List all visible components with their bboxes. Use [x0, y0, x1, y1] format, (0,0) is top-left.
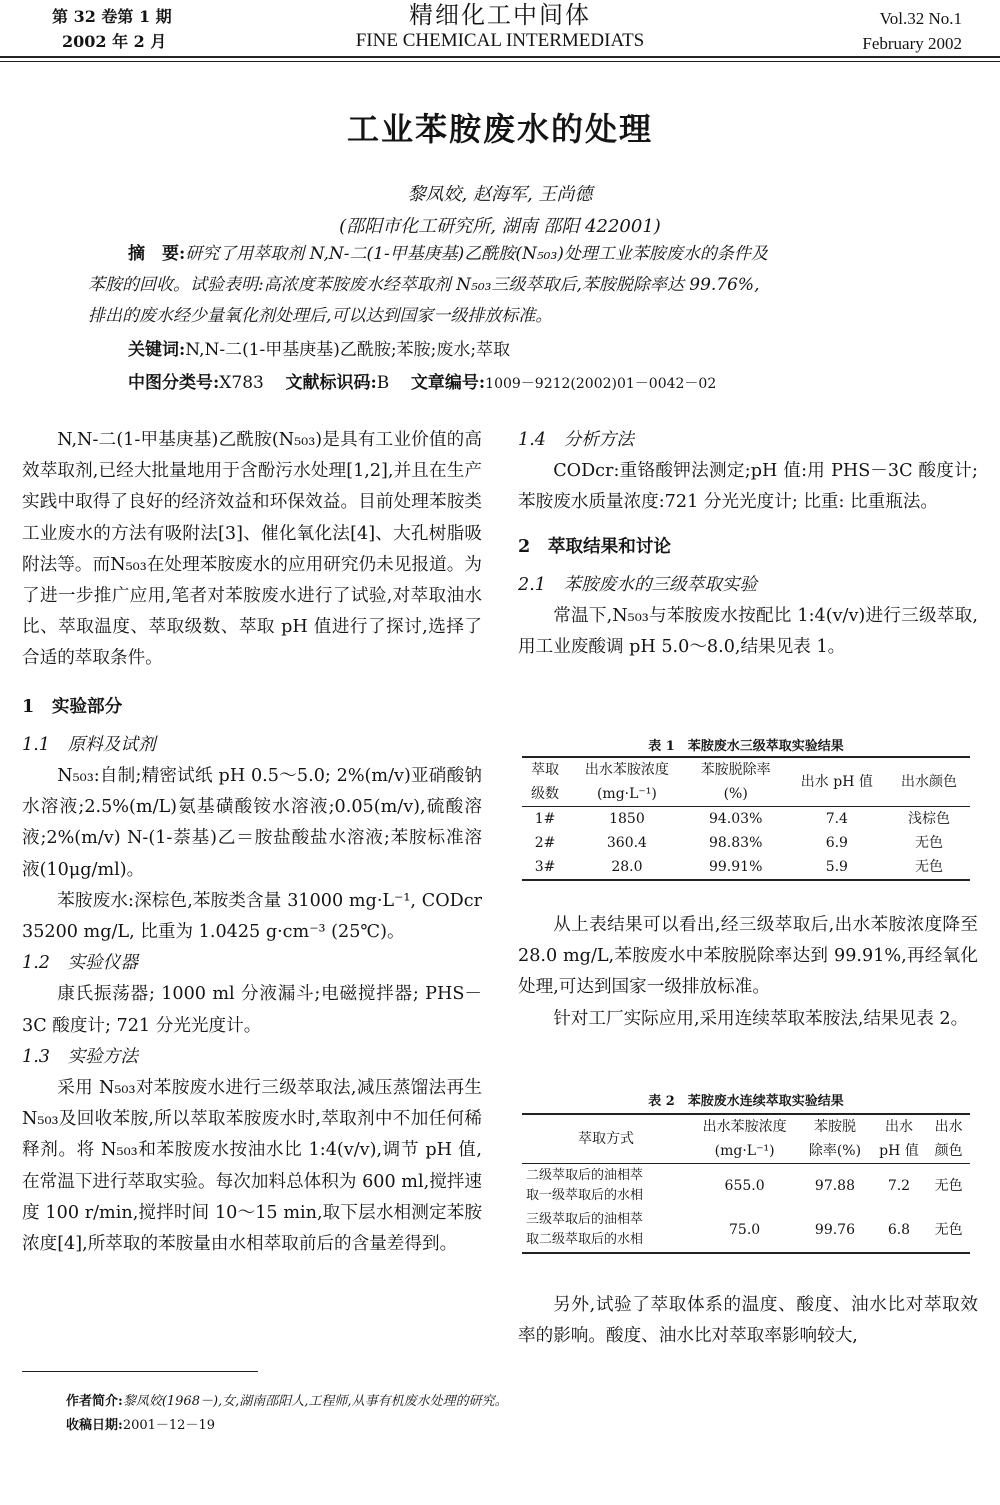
running-header-right [862, 6, 962, 56]
received-text: 2001－12－19 [122, 1418, 215, 1433]
date-cn: 2002 年 2 月 [62, 32, 167, 51]
keywords [128, 335, 510, 365]
t2-cell: 无色 [934, 1222, 963, 1238]
t1-h-conc-a: 出水苯胺浓度 [584, 762, 669, 778]
table-row [522, 1208, 970, 1253]
volume-issue-en: Vol.32 No.1 [879, 9, 962, 28]
t2-method-line: 二级萃取后的油相萃 [526, 1168, 644, 1183]
t1-h-rate-a: 苯胺脱除率 [700, 762, 771, 778]
t1-cell: 98.83% [708, 835, 763, 851]
t2-h-color-b: 颜色 [934, 1143, 963, 1159]
table-row [522, 855, 970, 880]
t1-cell: 3# [534, 859, 556, 875]
table-1-discussion: 从上表结果可以看出,经三级萃取后,出水苯胺浓度降至 28.0 mg/L,苯胺废水中苯胺脱除率达到 99.91%,再经氧化处理,可达到国家一级排放标准。 [518, 915, 978, 998]
section-2-1-text: 常温下,N₅₀₃与苯胺废水按配比 1:4(v/v)进行三级萃取,用工业废酸调 pH 5.0～8.0,结果见表 1。 [518, 606, 978, 658]
t2-cell: 6.8 [887, 1222, 911, 1238]
section-1-1-text-b: 苯胺废水:深棕色,苯胺类含量 31000 mg·L⁻¹, CODcr 35200 mg/L, 比重为 1.0425 g·cm⁻³ (25℃)。 [22, 890, 482, 943]
section-2-heading: 2 萃取结果和讨论 [518, 535, 671, 557]
t2-h-rate-a: 苯胺脱 [813, 1119, 856, 1135]
t1-cell: 7.4 [825, 811, 848, 827]
t1-cell: 6.9 [825, 835, 848, 851]
article-title: 工业苯胺废水的处理 [346, 110, 653, 148]
t2-cell: 7.2 [887, 1178, 911, 1194]
right-column-continued [518, 910, 978, 1035]
continuous-extraction-text: 针对工厂实际应用,采用连续萃取苯胺法,结果见表 2。 [553, 1008, 969, 1029]
section-1-4-text: CODcr:重铬酸钾法测定;pH 值:用 PHS－3C 酸度计;苯胺废水质量浓度:721 分光光度计; 比重: 比重瓶法。 [518, 461, 978, 513]
section-1-2-text: 康氏振荡器; 1000 ml 分液漏斗;电磁搅拌器; PHS－3C 酸度计; 721 分光光度计。 [22, 984, 482, 1036]
section-1-1-text-a: N₅₀₃:自制;精密试纸 pH 0.5～5.0; 2%(m/v)亚硝酸钠水溶液;2.5%(m/L)氨基磺酸铵水溶液;0.05(m/v),硫酸溶液;2%(m/v) N-(1-萘基)乙＝胺盐酸盐水溶液;苯胺标准溶液(10μg/ml)。 [22, 766, 482, 880]
t2-cell: 无色 [934, 1178, 963, 1194]
table-1-caption: 表 1 苯胺废水三级萃取实验结果 [648, 739, 844, 754]
table-2-caption: 表 2 苯胺废水连续萃取实验结果 [648, 1094, 844, 1109]
section-1-heading: 1 实验部分 [22, 695, 123, 717]
t1-cell: 无色 [915, 835, 944, 851]
section-1-3-text: 采用 N₅₀₃对苯胺废水进行三级萃取法,减压蒸馏法再生 N₅₀₃及回收苯胺,所以萃取苯胺废水时,萃取剂中不加任何稀释剂。将 N₅₀₃和苯胺废水按油水比 1:4(v/v),调节 pH 值,在常温下进行萃取实验。每次加料总体积为 600 ml,搅拌速度 100 r/min,搅拌时间 10～15 min,取下层水相测定苯胺浓度[4],所萃取的苯胺量由水相萃取前后的含量差得到。 [22, 1078, 482, 1255]
t2-cell: 655.0 [724, 1178, 765, 1194]
volume-issue-cn: 第 32 卷第 1 期 [52, 7, 172, 26]
article-affiliation: (邵阳市化工研究所, 湖南 邵阳 422001) [339, 216, 661, 237]
article-authors: 黎凤姣, 赵海军, 王尚德 [407, 184, 593, 205]
abstract-line-3: 排出的废水经少量氧化剂处理后,可以达到国家一级排放标准。 [88, 306, 553, 326]
t2-method-line: 取一级萃取后的水相 [526, 1188, 644, 1203]
t1-cell: 1# [534, 811, 556, 827]
journal-name-en: FINE CHEMICAL INTERMEDIATS [355, 30, 645, 51]
t1-cell: 99.91% [708, 859, 763, 875]
article-no-label: 文章编号: [410, 373, 486, 393]
section-1-4-heading: 1.4 分析方法 [518, 430, 634, 450]
t2-cell: 75.0 [729, 1222, 761, 1238]
table-row [522, 831, 970, 855]
section-2-1-heading: 2.1 苯胺废水的三级萃取实验 [518, 574, 758, 595]
t2-method-line: 取二级萃取后的水相 [526, 1232, 644, 1247]
t2-cell: 99.76 [814, 1222, 855, 1238]
date-en: February 2002 [862, 34, 962, 53]
section-1-3-heading: 1.3 实验方法 [22, 1046, 138, 1067]
header-rule-thick [0, 56, 1000, 58]
intro-paragraph: N,N-二(1-甲基庚基)乙酰胺(N₅₀₃)是具有工业价值的高效萃取剂,已经大批量地用于含酚污水处理[1,2],并且在生产实践中取得了良好的经济效益和环保效益。目前处理苯胺类工业废水的方法有吸附法[3]、催化氧化法[4]、大孔树脂吸附法等。而N₅₀₃在处理苯胺废水的应用研究仍未见报道。为了进一步推广应用,笔者对苯胺废水进行了试验,对萃取油水比、萃取温度、萃取级数、萃取 pH 值进行了探讨,选择了合适的萃取条件。 [22, 430, 482, 669]
t1-cell: 浅棕色 [908, 811, 951, 827]
t1-h-color: 出水颜色 [901, 774, 958, 790]
t1-h-stage-b: 级数 [531, 786, 560, 802]
t2-h-conc-a: 出水苯胺浓度 [702, 1119, 787, 1135]
running-header-center [290, 0, 710, 52]
abstract-label: 摘 要: [128, 244, 186, 264]
t1-h-rate-b: (%) [723, 786, 748, 802]
t2-cell: 97.88 [814, 1178, 855, 1194]
doc-code-label: 文献标识码: [285, 373, 377, 393]
keywords-text: N,N-二(1-甲基庚基)乙酰胺;苯胺;废水;萃取 [185, 340, 511, 360]
running-header-left [52, 4, 172, 54]
section-1-2-heading: 1.2 实验仪器 [22, 953, 138, 974]
t2-h-color-a: 出水 [934, 1119, 963, 1135]
footnote-rule [22, 1371, 258, 1372]
clc-value: X783 [219, 373, 264, 393]
t2-h-ph-a: 出水 [884, 1119, 913, 1135]
left-column [22, 425, 482, 1260]
t2-h-conc-b: (mg·L⁻¹) [714, 1143, 775, 1159]
table-1 [522, 756, 970, 881]
t2-h-method: 萃取方式 [578, 1131, 634, 1147]
clc-label: 中图分类号: [128, 373, 220, 393]
t2-method-cell [522, 1208, 690, 1253]
author-bio-text: 黎凤姣(1968－),女,湖南邵阳人,工程师,从事有机废水处理的研究。 [122, 1394, 508, 1409]
received-date [66, 1414, 215, 1438]
t1-h-conc-b: (mg·L⁻¹) [596, 786, 657, 802]
t1-cell: 1850 [609, 811, 645, 827]
abstract-line-1 [128, 239, 768, 269]
received-label: 收稿日期: [66, 1418, 123, 1433]
t1-cell: 无色 [915, 859, 944, 875]
classification-line [128, 368, 716, 399]
t1-cell: 360.4 [606, 835, 647, 851]
abstract-text-1: 研究了用萃取剂 N,N-二(1-甲基庚基)乙酰胺(N₅₀₃)处理工业苯胺废水的条件及 [185, 244, 768, 264]
t1-h-ph: 出水 pH 值 [800, 774, 873, 790]
author-bio [66, 1390, 508, 1414]
t1-cell: 2# [534, 835, 556, 851]
table-row [522, 807, 970, 832]
t1-cell: 94.03% [708, 811, 763, 827]
t1-cell: 28.0 [611, 859, 643, 875]
right-column [518, 425, 978, 663]
article-no-value: 1009－9212(2002)01－0042－02 [485, 376, 717, 392]
t2-h-ph-b: pH 值 [879, 1143, 919, 1159]
t2-h-rate-b: 除率(%) [808, 1143, 862, 1159]
keywords-label: 关键词: [128, 340, 186, 360]
doc-code-value: B [376, 373, 390, 393]
abstract-line-2: 苯胺的回收。试验表明:高浓度苯胺废水经萃取剂 N₅₀₃三级萃取后,苯胺脱除率达 99.76%, [88, 275, 760, 295]
other-factors-text: 另外,试验了萃取体系的温度、酸度、油水比对萃取效率的影响。酸度、油水比对萃取率影响较大, [518, 1295, 978, 1347]
header-rule-thin [0, 61, 1000, 62]
t2-method-line: 三级萃取后的油相萃 [526, 1212, 644, 1227]
journal-name-cn: 精细化工中间体 [409, 1, 591, 29]
t1-cell: 5.9 [825, 859, 848, 875]
right-column-end [518, 1290, 978, 1352]
t1-h-stage-a: 萃取 [531, 762, 560, 778]
table-2 [522, 1113, 970, 1254]
table-row [522, 1164, 970, 1209]
section-1-1-heading: 1.1 原料及试剂 [22, 734, 156, 755]
author-bio-label: 作者简介: [66, 1394, 123, 1409]
t2-method-cell [522, 1164, 690, 1209]
